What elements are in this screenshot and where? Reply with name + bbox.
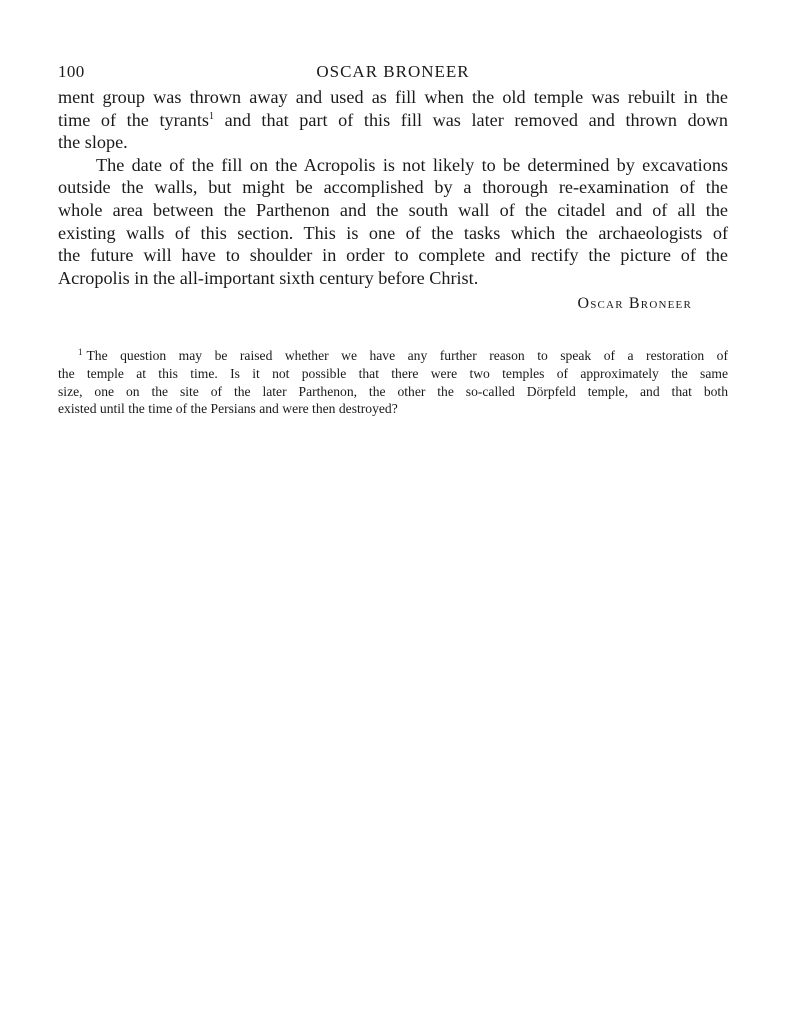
- body-line: existing walls of this section. This is one of the tasks which the archaeologists of: [58, 222, 728, 243]
- footnote-reference[interactable]: 1: [208, 110, 214, 122]
- body-line-segment: and that part of this fill was later removed and thrown down: [224, 109, 728, 130]
- footnote-marker: 1: [78, 347, 83, 358]
- author-signature: Oscar Broneer: [577, 295, 692, 313]
- body-line: ment group was thrown away and used as fill when the old temple was rebuilt in the: [58, 87, 728, 107]
- body-line-with-footnote-ref: [58, 109, 728, 132]
- body-line: Acropolis in the all-important sixth century before Christ.: [58, 267, 479, 288]
- footnote-line: the temple at this time. Is it not possible that there were two temples of approximately the same: [58, 365, 728, 381]
- footnote-text: The question may be raised whether we have any further reason to speak of a restoration of: [86, 348, 728, 364]
- document-page: [58, 58, 728, 418]
- body-line: the future will have to shoulder in order to complete and rectify the picture of the: [58, 245, 728, 266]
- footnote-line: [58, 347, 728, 365]
- body-line: whole area between the Parthenon and the south wall of the citadel and of all the: [58, 199, 728, 220]
- page-number: 100: [58, 62, 85, 81]
- footnote-line: size, one on the site of the later Parthenon, the other the so-called Dörpfeld temple, and that both: [58, 383, 728, 399]
- body-line: outside the walls, but might be accomplished by a thorough re-examination of the: [58, 177, 728, 198]
- body-line: The date of the fill on the Acropolis is not likely to be determined by excavations: [96, 154, 728, 175]
- footnote-line: existed until the time of the Persians and were then destroyed?: [58, 401, 398, 417]
- body-line: the slope.: [58, 132, 128, 153]
- running-title: OSCAR BRONEER: [316, 62, 470, 81]
- body-text: [58, 86, 728, 289]
- body-line-segment: time of the tyrants: [58, 109, 209, 130]
- footnotes: [58, 347, 728, 417]
- running-head: [58, 58, 728, 86]
